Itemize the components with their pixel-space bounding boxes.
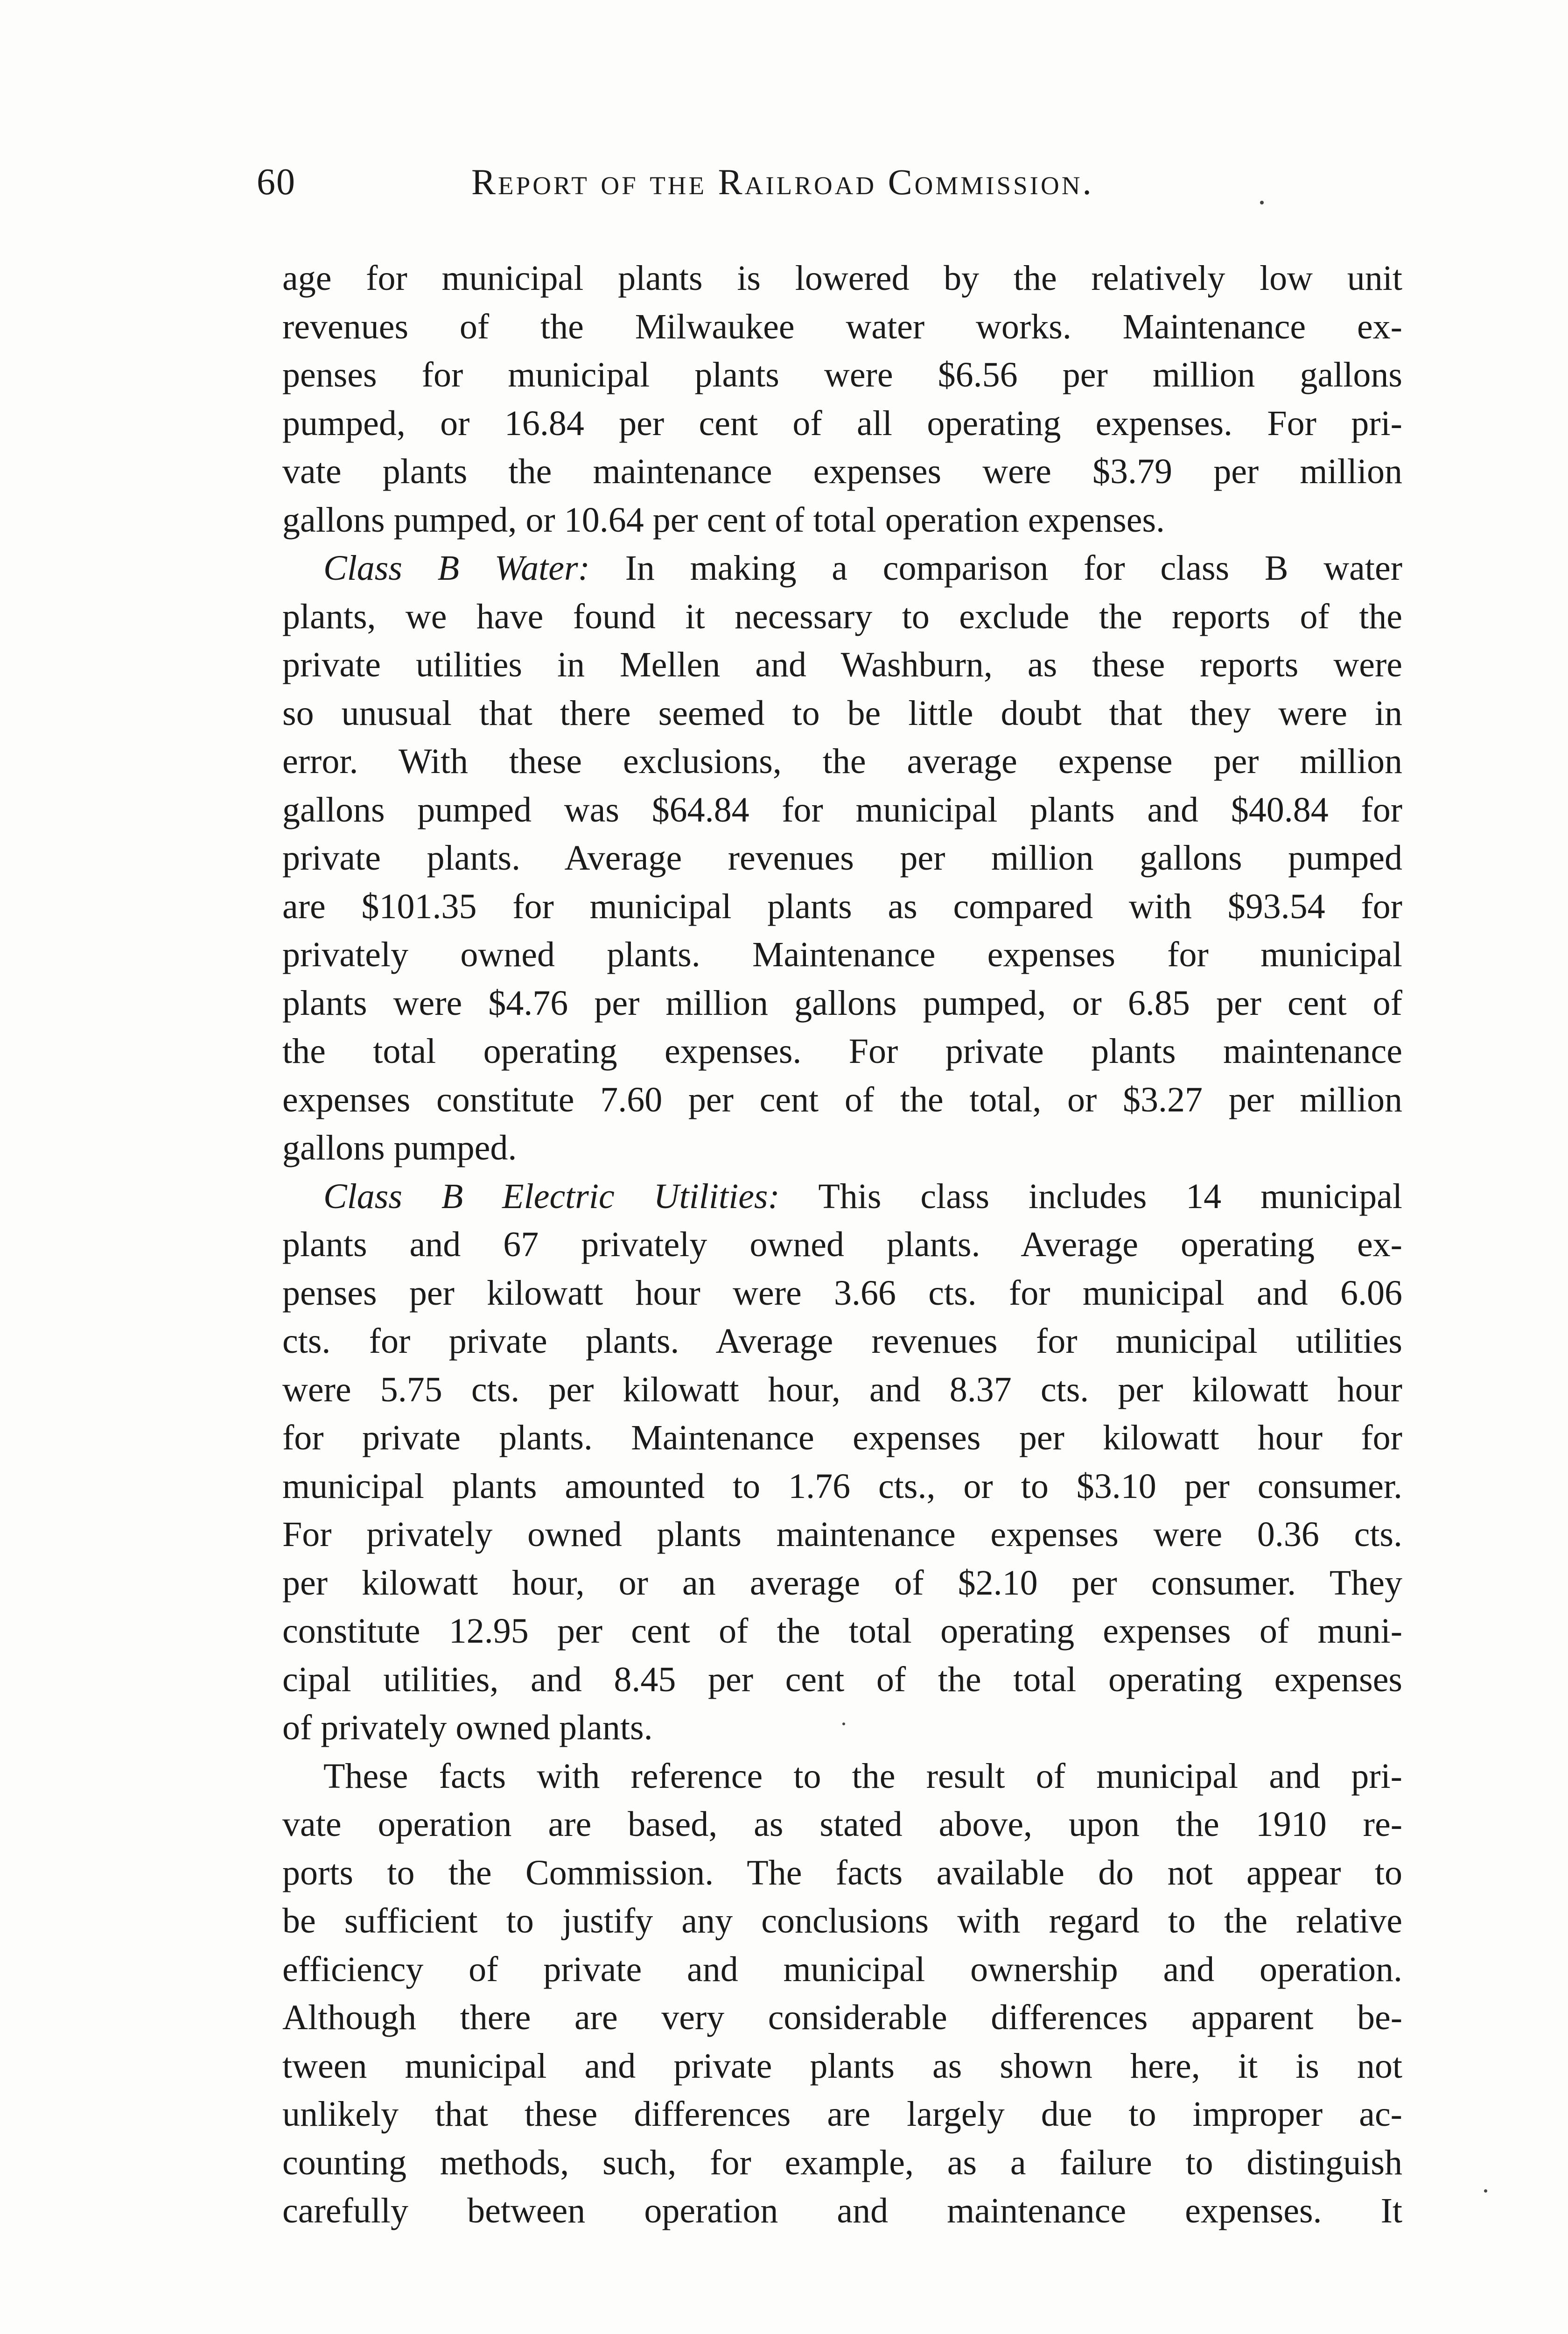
text-line: gallons pumped, or 10.64 per cent of total operation expenses.: [282, 500, 1165, 540]
scan-speck: [1260, 201, 1264, 204]
text-line: plants, we have found it necessary to exclude the reports of the: [282, 597, 1402, 636]
text-line: These facts with reference to the result of municipal and pri-: [323, 1756, 1402, 1796]
text-line: Class B Water: In making a comparison for class B water: [323, 548, 1403, 588]
text-line: carefully between operation and maintenance expenses. It: [282, 2191, 1402, 2230]
text-line: age for municipal plants is lowered by the relatively low unit: [282, 259, 1402, 298]
text-line: vate operation are based, as stated above, upon the 1910 re-: [282, 1805, 1402, 1844]
text-line: tween municipal and private plants as shown here, it is not: [282, 2046, 1402, 2086]
section-lead-in: Class B Water:: [323, 548, 590, 588]
text-line: expenses constitute 7.60 per cent of the total, or $3.27 per million: [282, 1080, 1402, 1119]
paragraph-class-b-electric: [282, 1173, 1402, 1752]
section-lead-in: Class B Electric Utilities:: [323, 1176, 780, 1216]
text-line: municipal plants amounted to 1.76 cts., or to $3.10 per consumer.: [282, 1466, 1402, 1506]
text-line: so unusual that there seemed to be little doubt that they were in: [282, 693, 1402, 733]
scan-speck: [1484, 2189, 1487, 2193]
paragraph-class-b-water: [282, 544, 1402, 1173]
text-line: were 5.75 cts. per kilowatt hour, and 8.37 cts. per kilowatt hour: [282, 1370, 1402, 1409]
text-line: cts. for private plants. Average revenues for municipal utilities: [282, 1322, 1402, 1361]
text-line: private utilities in Mellen and Washburn, as these reports were: [282, 645, 1402, 684]
text-line: pumped, or 16.84 per cent of all operating expenses. For pri-: [282, 403, 1402, 443]
page-number: 60: [257, 162, 296, 203]
text-line: Class B Electric Utilities: This class includes 14 municipal: [323, 1176, 1402, 1216]
text-line: the total operating expenses. For private plants maintenance: [282, 1032, 1402, 1071]
text-line: privately owned plants. Maintenance expenses for municipal: [282, 935, 1402, 974]
text-line: efficiency of private and municipal ownership and operation.: [282, 1949, 1402, 1989]
running-head: [257, 161, 1409, 212]
text-line: be sufficient to justify any conclusions with regard to the relative: [282, 1901, 1402, 1940]
text-line: are $101.35 for municipal plants as compared with $93.54 for: [282, 886, 1402, 926]
text-line: penses for municipal plants were $6.56 per million gallons: [282, 355, 1402, 394]
text-line: ports to the Commission. The facts available do not appear to: [282, 1853, 1402, 1892]
paragraph-conclusions: [282, 1752, 1402, 2236]
text-line: unlikely that these differences are largely due to improper ac-: [282, 2095, 1402, 2134]
text-line: plants and 67 privately owned plants. Average operating ex-: [282, 1225, 1402, 1264]
text-line: private plants. Average revenues per million gallons pumped: [282, 838, 1402, 878]
text-line: penses per kilowatt hour were 3.66 cts. for municipal and 6.06: [282, 1273, 1402, 1313]
body-text: [282, 254, 1402, 2236]
running-head-title: Report of the Railroad Commission.: [471, 162, 1094, 202]
scan-speck: [842, 1722, 845, 1725]
text-line: per kilowatt hour, or an average of $2.10 per consumer. They: [282, 1563, 1402, 1603]
text-line: constitute 12.95 per cent of the total operating expenses of muni-: [282, 1611, 1402, 1651]
text-line: vate plants the maintenance expenses were $3.79 per million: [282, 452, 1402, 491]
text-line: error. With these exclusions, the average expense per million: [282, 742, 1402, 781]
text-line: counting methods, such, for example, as a failure to distinguish: [282, 2143, 1402, 2182]
text-line: Although there are very considerable differences apparent be-: [282, 1998, 1402, 2037]
text-line: revenues of the Milwaukee water works. Maintenance ex-: [282, 307, 1402, 346]
text-line: for private plants. Maintenance expenses per kilowatt hour for: [282, 1418, 1402, 1457]
text-line: gallons pumped.: [282, 1128, 517, 1167]
text-line: cipal utilities, and 8.45 per cent of the total operating expenses: [282, 1659, 1402, 1699]
text-line: plants were $4.76 per million gallons pumped, or 6.85 per cent of: [282, 983, 1402, 1023]
text-line: of privately owned plants.: [282, 1708, 653, 1747]
text-line: gallons pumped was $64.84 for municipal plants and $40.84 for: [282, 790, 1402, 830]
text-line: For privately owned plants maintenance expenses were 0.36 cts.: [282, 1515, 1402, 1554]
paragraph-maintenance-expenses: [282, 254, 1402, 544]
